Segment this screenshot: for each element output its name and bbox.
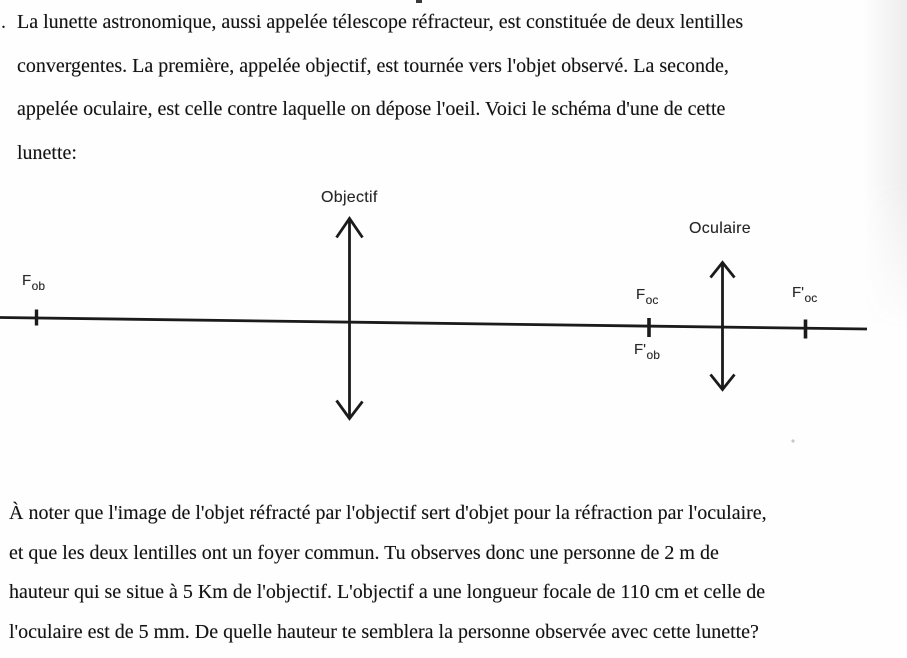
intro-line-2: convergentes. La première, appelée objectif, est tournée vers l'objet observé. La seconde, — [17, 54, 729, 77]
scan-speck-top-edge — [416, 0, 422, 3]
focal-label-fprime-oc — [792, 284, 818, 305]
intro-line-4: lunette: — [17, 141, 77, 164]
question-line-4: l'oculaire est de 5 mm. De quelle hauteur te semblera la personne observée avec cette lunette? — [9, 620, 759, 643]
focal-label-base: F — [22, 272, 32, 289]
focal-label-subscript: oc — [645, 293, 659, 307]
scan-speck-dot — [791, 439, 794, 442]
focal-label-subscript: ob — [646, 348, 660, 362]
focal-label-f-ob — [22, 272, 46, 293]
focal-label-base: F' — [792, 284, 805, 301]
focal-label-fprime-ob — [634, 341, 660, 362]
focal-label-subscript: oc — [804, 291, 818, 305]
list-item-marker: . — [1, 11, 6, 33]
question-line-3: hauteur qui se situe à 5 Km de l'objectif. L'objectif a une longueur focale de 110 cm et celle de — [9, 581, 766, 603]
intro-line-1: La lunette astronomique, aussi appelée télescope réfracteur, est constituée de deux lentilles — [17, 11, 744, 33]
question-line-1: À noter que l'image de l'objet réfracté par l'objectif sert d'objet pour la réfraction par l'oculaire, — [9, 502, 767, 524]
question-line-2: et que les deux lentilles ont un foyer commun. Tu observes donc une personne de 2 m de — [9, 541, 719, 564]
focal-label-f-oc — [636, 286, 659, 307]
question-paragraph — [9, 494, 767, 652]
objectif-lens-arrow — [337, 219, 363, 419]
optical-axis — [0, 318, 867, 330]
focal-label-subscript: ob — [31, 279, 46, 293]
intro-line-3: appelée oculaire, est celle contre laquelle on dépose l'oeil. Voici le schéma d'une de cette — [17, 98, 726, 120]
objectif-label: Objectif — [321, 189, 378, 206]
oculaire-label: Oculaire — [689, 220, 751, 237]
focal-label-base: F — [636, 286, 646, 303]
focal-label-base: F' — [634, 341, 647, 358]
